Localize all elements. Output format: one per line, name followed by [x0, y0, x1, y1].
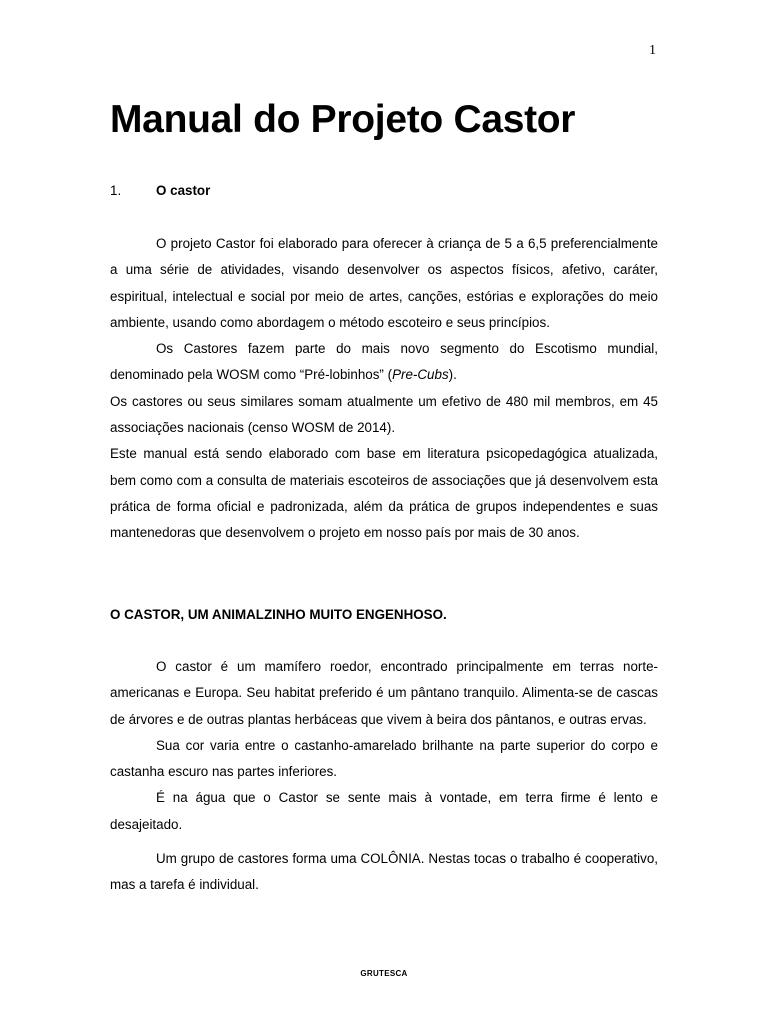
section-body	[110, 231, 658, 547]
paragraph: Os castores ou seus similares somam atualmente um efetivo de 480 mil membros, em 45 associações nacionais (censo WOSM de 2014).	[110, 393, 658, 436]
section-number: 1.	[110, 183, 122, 198]
subsection-heading: O CASTOR, UM ANIMALZINHO MUITO ENGENHOSO.	[110, 607, 447, 622]
paragraph: É na água que o Castor se sente mais à vontade, em terra firme é lento e desajeitado.	[110, 790, 658, 832]
paragraph: Um grupo de castores forma uma COLÔNIA. Nestas tocas o trabalho é cooperativo, mas a tarefa é individual.	[110, 851, 658, 893]
paragraph: Este manual está sendo elaborado com base em literatura psicopedagógica atualizada, bem como com a consulta de materiais escoteiros de associações que já desenvolvem esta prática de forma oficial e padronizada, além da prática de grupos independentes e suas mantenedoras que desenvolvem o projeto em nosso país por mais de 30 anos.	[110, 446, 658, 541]
paragraph	[110, 336, 658, 389]
paragraph-text: ).	[448, 367, 457, 383]
section-title: O castor	[156, 183, 211, 198]
subsection-body	[110, 654, 658, 899]
footer-text: GRUTESCA	[360, 969, 408, 978]
paragraph: O castor é um mamífero roedor, encontrado principalmente em terras norte-americanas e Europa. Seu habitat preferido é um pântano tranquilo. Alimenta-se de cascas de árvores e de outras plantas herbáceas que vivem à beira dos pântanos, e outras ervas.	[110, 659, 658, 727]
paragraph-text: Os Castores fazem parte do mais novo segmento do Escotismo mundial, denominado pela WOSM como “Pré-lobinhos” (	[110, 341, 658, 383]
italic-term: Pre-Cubs	[392, 367, 449, 383]
section-heading	[110, 183, 210, 198]
document-title: Manual do Projeto Castor	[110, 98, 576, 141]
paragraph: Sua cor varia entre o castanho-amarelado brilhante na parte superior do corpo e castanha escuro nas partes inferiores.	[110, 737, 658, 780]
page-number: 1	[649, 43, 656, 58]
paragraph: O projeto Castor foi elaborado para oferecer à criança de 5 a 6,5 preferencialmente a uma série de atividades, visando desenvolver os aspectos físicos, afetivo, caráter, espiritual, intelectual e social por meio de artes, canções, estórias e explorações do meio ambiente, usando como abordagem o método escoteiro e seus princípios.	[110, 236, 658, 330]
